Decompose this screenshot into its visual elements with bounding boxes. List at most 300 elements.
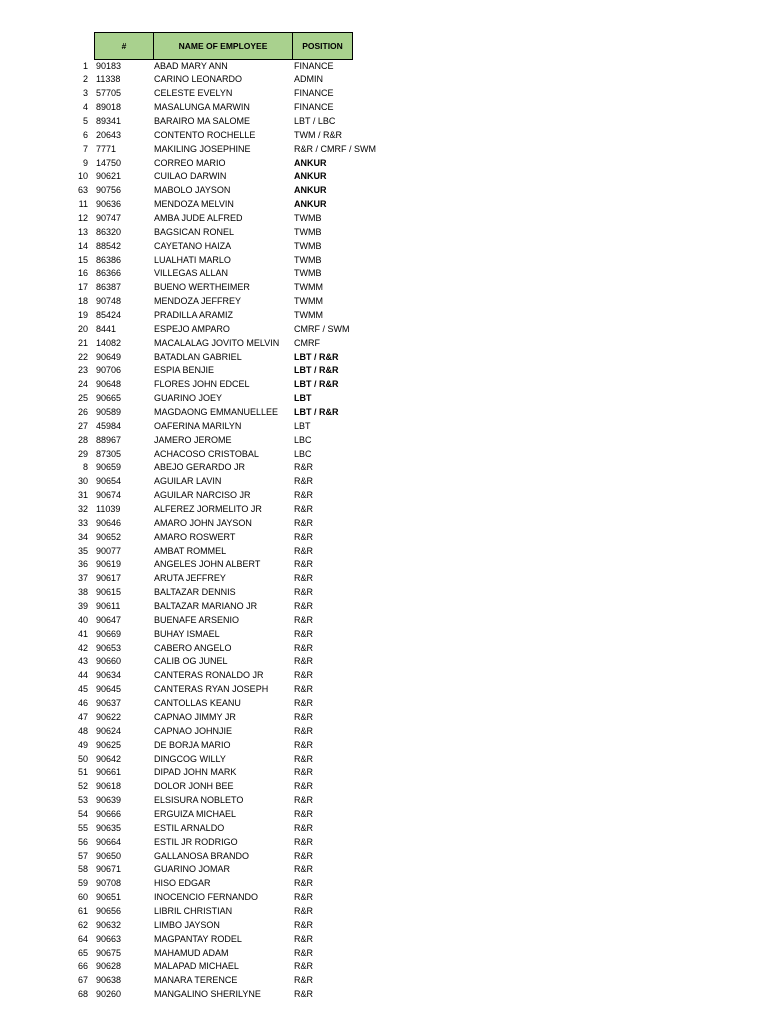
employee-name: MASALUNGA MARWIN: [154, 102, 250, 113]
table-row: [0, 323, 768, 337]
table-row: [0, 586, 768, 600]
table-row: [0, 60, 768, 74]
employee-id: 90664: [96, 836, 122, 847]
employee-id: 90653: [96, 642, 122, 653]
employee-name: ARUTA JEFFREY: [154, 573, 226, 584]
table-row: [0, 683, 768, 697]
employee-name: AMARO ROSWERT: [154, 531, 236, 542]
employee-id: 90636: [96, 199, 122, 210]
row-index: 35: [77, 545, 88, 556]
row-index: 53: [77, 795, 88, 806]
employee-position: R&R / CMRF / SWM: [294, 143, 376, 154]
employee-name: ESTIL JR RODRIGO: [154, 836, 238, 847]
employee-position: TWMM: [294, 296, 323, 307]
row-index: 16: [77, 268, 88, 279]
employee-id: 90624: [96, 725, 122, 736]
row-index: 15: [77, 254, 88, 265]
row-index: 61: [77, 905, 88, 916]
table-row: [0, 766, 768, 780]
row-index: 49: [77, 739, 88, 750]
table-row: [0, 780, 768, 794]
employee-position: R&R: [294, 573, 314, 584]
table-row: [0, 143, 768, 157]
employee-id: 86387: [96, 282, 122, 293]
employee-name: DE BORJA MARIO: [154, 739, 231, 750]
employee-id: 90663: [96, 933, 122, 944]
employee-id: 90656: [96, 905, 122, 916]
row-index: 27: [77, 420, 88, 431]
employee-name: BUENAFE ARSENIO: [154, 614, 240, 625]
employee-name: DINGCOG WILLY: [154, 753, 226, 764]
table-row: [0, 545, 768, 559]
row-index: 62: [77, 919, 88, 930]
table-row: [0, 198, 768, 212]
row-index: 3: [82, 88, 88, 99]
employee-name: BALTAZAR MARIANO JR: [154, 601, 258, 612]
row-index: 54: [77, 808, 88, 819]
table-row: [0, 184, 768, 198]
employee-position: R&R: [294, 476, 314, 487]
employee-position: R&R: [294, 961, 314, 972]
table-row: [0, 725, 768, 739]
row-index: 14: [77, 240, 88, 251]
row-index: 19: [77, 309, 88, 320]
row-index: 63: [77, 185, 88, 196]
employee-name: OAFERINA MARILYN: [154, 420, 242, 431]
employee-name: BAGSICAN RONEL: [154, 226, 235, 237]
table-row: [0, 960, 768, 974]
row-index: 11: [78, 199, 88, 210]
employee-position: TWM / R&R: [294, 129, 342, 140]
table-row: [0, 863, 768, 877]
employee-position: CMRF / SWM: [294, 323, 350, 334]
employee-position: ANKUR: [294, 185, 327, 196]
table-row: [0, 434, 768, 448]
row-index: 8: [82, 462, 88, 473]
employee-name: MENDOZA MELVIN: [154, 199, 234, 210]
row-index: 48: [77, 725, 88, 736]
employee-id: 7771: [96, 143, 117, 154]
employee-position: R&R: [294, 587, 314, 598]
row-index: 64: [77, 933, 88, 944]
employee-name: CELESTE EVELYN: [154, 88, 233, 99]
table-row: [0, 517, 768, 531]
row-index: 34: [77, 531, 88, 542]
row-index: 10: [77, 171, 88, 182]
row-index: 56: [77, 836, 88, 847]
table-row: [0, 364, 768, 378]
table-row: [0, 822, 768, 836]
employee-position: R&R: [294, 725, 314, 736]
row-index: 12: [77, 212, 88, 223]
employee-name: AGUILAR LAVIN: [154, 476, 222, 487]
table-row: [0, 406, 768, 420]
row-index: 5: [82, 115, 88, 126]
employee-name: DIPAD JOHN MARK: [154, 767, 237, 778]
employee-name: JAMERO JEROME: [154, 434, 232, 445]
employee-position: TWMB: [294, 268, 322, 279]
employee-id: 90639: [96, 795, 122, 806]
employee-name: ACHACOSO CRISTOBAL: [154, 448, 259, 459]
employee-position: R&R: [294, 892, 314, 903]
employee-position: CMRF: [294, 337, 320, 348]
table-row: [0, 267, 768, 281]
employee-position: R&R: [294, 989, 314, 1000]
table-row: [0, 392, 768, 406]
table-row: [0, 281, 768, 295]
employee-position: R&R: [294, 517, 314, 528]
employee-name: MALAPAD MICHAEL: [154, 961, 239, 972]
employee-id: 90706: [96, 365, 122, 376]
table-row: [0, 170, 768, 184]
employee-name: CAPNAO JOHNJIE: [154, 725, 233, 736]
table-row: [0, 115, 768, 129]
row-index: 50: [77, 753, 88, 764]
employee-id: 11338: [96, 74, 121, 85]
employee-position: R&R: [294, 656, 314, 667]
employee-position: R&R: [294, 739, 314, 750]
row-index: 36: [77, 559, 88, 570]
row-index: 43: [77, 656, 88, 667]
employee-id: 88542: [96, 240, 122, 251]
table-row: [0, 240, 768, 254]
employee-position: R&R: [294, 767, 314, 778]
table-row: [0, 697, 768, 711]
table-row: [0, 850, 768, 864]
employee-position: R&R: [294, 864, 314, 875]
employee-name: MAGDAONG EMMANUELLEE: [154, 407, 279, 417]
header-name-of-employee: NAME OF EMPLOYEE: [153, 32, 293, 60]
employee-id: 90625: [96, 739, 122, 750]
employee-id: 90260: [96, 989, 122, 1000]
employee-position: TWMM: [294, 309, 323, 320]
employee-name: CAYETANO HAIZA: [154, 240, 232, 251]
table-row: [0, 337, 768, 351]
table-row: [0, 309, 768, 323]
table-row: [0, 891, 768, 905]
employee-position: LBT: [294, 393, 312, 404]
employee-name: LUALHATI MARLO: [154, 254, 231, 265]
table-row: [0, 628, 768, 642]
row-index: 65: [77, 947, 88, 958]
employee-name: CANTERAS RONALDO JR: [154, 670, 264, 681]
table-row: [0, 877, 768, 891]
table-row: [0, 905, 768, 919]
employee-position: LBC: [294, 434, 312, 445]
employee-position: ANKUR: [294, 171, 327, 182]
table-row: [0, 558, 768, 572]
employee-position: R&R: [294, 947, 314, 958]
row-index: 44: [77, 670, 88, 681]
employee-id: 90622: [96, 711, 122, 722]
employee-position: R&R: [294, 933, 314, 944]
employee-position: R&R: [294, 753, 314, 764]
employee-position: R&R: [294, 628, 314, 639]
row-index: 57: [77, 850, 88, 861]
employee-name: HISO EDGAR: [154, 878, 211, 889]
employee-position: R&R: [294, 795, 314, 806]
employee-name: CORREO MARIO: [154, 157, 226, 168]
employee-id: 87305: [96, 448, 122, 459]
employee-position: TWMB: [294, 240, 322, 251]
employee-id: 90077: [96, 545, 122, 556]
employee-id: 57705: [96, 88, 122, 99]
employee-position: R&R: [294, 808, 314, 819]
employee-name: AMBAT ROMMEL: [154, 545, 227, 556]
row-index: 18: [77, 296, 88, 307]
employee-name: ERGUIZA MICHAEL: [154, 808, 237, 819]
employee-id: 11039: [96, 504, 121, 515]
table-row: [0, 448, 768, 462]
employee-id: 90747: [96, 212, 122, 223]
employee-name: AGUILAR NARCISO JR: [154, 490, 251, 501]
row-index: 28: [77, 434, 88, 445]
employee-position: TWMB: [294, 254, 322, 265]
employee-position: LBT / R&R: [294, 379, 339, 390]
table-row: [0, 461, 768, 475]
employee-id: 90638: [96, 975, 122, 986]
table-row: [0, 87, 768, 101]
employee-id: 90661: [96, 767, 122, 778]
row-index: 30: [77, 476, 88, 487]
employee-name: CABERO ANGELO: [154, 642, 232, 653]
table-row: [0, 642, 768, 656]
table-row: [0, 655, 768, 669]
employee-id: 90666: [96, 808, 122, 819]
employee-position: ANKUR: [294, 199, 327, 210]
employee-name: VILLEGAS ALLAN: [154, 268, 229, 279]
employee-id: 90649: [96, 351, 122, 362]
employee-id: 89018: [96, 102, 122, 113]
employee-position: R&R: [294, 878, 314, 889]
employee-position: ANKUR: [294, 157, 327, 168]
table-row: [0, 753, 768, 767]
table-row: [0, 794, 768, 808]
employee-name: INOCENCIO FERNANDO: [154, 892, 259, 903]
employee-name: BUENO WERTHEIMER: [154, 282, 250, 293]
employee-position: R&R: [294, 504, 314, 515]
table-row: [0, 974, 768, 988]
employee-position: R&R: [294, 545, 314, 556]
employee-name: CONTENTO ROCHELLE: [154, 129, 256, 140]
row-index: 21: [77, 337, 88, 348]
employee-id: 90708: [96, 878, 122, 889]
table-row: [0, 129, 768, 143]
employee-name: LIBRIL CHRISTIAN: [154, 905, 233, 916]
row-index: 33: [77, 517, 88, 528]
employee-name: BATADLAN GABRIEL: [154, 351, 242, 362]
table-row: [0, 212, 768, 226]
employee-name: ANGELES JOHN ALBERT: [154, 559, 261, 570]
header-number: #: [94, 32, 154, 60]
table-row: [0, 503, 768, 517]
employee-position: LBT / R&R: [294, 407, 339, 417]
table-row: [0, 600, 768, 614]
employee-position: R&R: [294, 850, 314, 861]
table-row: [0, 711, 768, 725]
employee-position: LBT: [294, 420, 311, 431]
employee-position: R&R: [294, 601, 314, 612]
employee-position: R&R: [294, 711, 314, 722]
employee-id: 20643: [96, 129, 122, 140]
employee-name: ESPEJO AMPARO: [154, 323, 230, 334]
row-index: 51: [77, 767, 88, 778]
table-row: [0, 295, 768, 309]
employee-name: MAKILING JOSEPHINE: [154, 143, 251, 154]
employee-name: MANGALINO SHERILYNE: [154, 989, 261, 1000]
employee-name: MENDOZA JEFFREY: [154, 296, 242, 307]
employee-position: R&R: [294, 919, 314, 930]
employee-id: 90675: [96, 947, 122, 958]
employee-name: ALFEREZ JORMELITO JR: [154, 504, 262, 515]
row-index: 7: [82, 143, 88, 154]
row-index: 47: [77, 711, 88, 722]
employee-position: R&R: [294, 614, 314, 625]
employee-position: LBT / R&R: [294, 365, 339, 376]
employee-id: 90632: [96, 919, 122, 930]
employee-position: ADMIN: [294, 74, 323, 85]
table-row: [0, 531, 768, 545]
employee-name: CANTERAS RYAN JOSEPH: [154, 684, 269, 695]
employee-name: GUARINO JOMAR: [154, 864, 231, 875]
employee-name: MACALALAG JOVITO MELVIN: [154, 337, 280, 348]
employee-id: 45984: [96, 420, 122, 431]
row-index: 52: [77, 781, 88, 792]
employee-name: GALLANOSA BRANDO: [154, 850, 250, 861]
row-index: 13: [77, 226, 88, 237]
employee-position: R&R: [294, 531, 314, 542]
employee-name: PRADILLA ARAMIZ: [154, 309, 234, 320]
employee-id: 90756: [96, 185, 122, 196]
employee-id: 14082: [96, 337, 122, 348]
row-index: 6: [82, 129, 88, 140]
employee-name: MAGPANTAY RODEL: [154, 933, 242, 944]
table-row: [0, 614, 768, 628]
employee-name: DOLOR JONH BEE: [154, 781, 234, 792]
employee-id: 90748: [96, 296, 122, 307]
employee-id: 90621: [96, 171, 122, 182]
employee-name: BARAIRO MA SALOME: [154, 115, 251, 126]
employee-id: 90651: [96, 892, 122, 903]
table-row: [0, 933, 768, 947]
employee-position: R&R: [294, 642, 314, 653]
employee-id: 90650: [96, 850, 122, 861]
header-position: POSITION: [292, 32, 353, 60]
employee-id: 14750: [96, 157, 122, 168]
row-index: 46: [77, 698, 88, 709]
table-row: [0, 420, 768, 434]
employee-id: 90642: [96, 753, 122, 764]
employee-name: MANARA TERENCE: [154, 975, 238, 986]
row-index: 32: [77, 504, 88, 515]
row-index: 55: [77, 822, 88, 833]
table-row: [0, 489, 768, 503]
employee-id: 90665: [96, 393, 122, 404]
employee-id: 90183: [96, 60, 122, 71]
table-row: [0, 378, 768, 392]
row-index: 31: [77, 490, 88, 501]
employee-position: R&R: [294, 975, 314, 986]
employee-position: FINANCE: [294, 88, 334, 99]
employee-name: ELSISURA NOBLETO: [154, 795, 244, 806]
employee-id: 90618: [96, 781, 122, 792]
employee-id: 86366: [96, 268, 122, 279]
employee-name: LIMBO JAYSON: [154, 919, 220, 930]
employee-name: CARINO LEONARDO: [154, 74, 243, 85]
row-index: 2: [82, 74, 88, 85]
employee-name: FLORES JOHN EDCEL: [154, 379, 250, 390]
employee-id: 90646: [96, 517, 122, 528]
employee-id: 90617: [96, 573, 122, 584]
row-index: 24: [77, 379, 88, 390]
table-row: [0, 101, 768, 115]
employee-id: 90660: [96, 656, 122, 667]
table-row: [0, 254, 768, 268]
employee-id: 86320: [96, 226, 122, 237]
employee-name: GUARINO JOEY: [154, 393, 223, 404]
row-index: 67: [77, 975, 88, 986]
employee-id: 90659: [96, 462, 122, 473]
employee-name: MAHAMUD ADAM: [154, 947, 229, 958]
employee-id: 8441: [96, 323, 117, 334]
employee-position: R&R: [294, 781, 314, 792]
row-index: 39: [77, 601, 88, 612]
employee-id: 90647: [96, 614, 122, 625]
table-row: [0, 157, 768, 171]
row-index: 58: [77, 864, 88, 875]
row-index: 17: [77, 282, 88, 293]
employee-id: 90619: [96, 559, 122, 570]
employee-id: 90648: [96, 379, 122, 390]
employee-id: 90671: [96, 864, 122, 875]
employee-position: FINANCE: [294, 102, 334, 113]
employee-position: TWMB: [294, 226, 322, 237]
table-row: [0, 808, 768, 822]
employee-name: ESPIA BENJIE: [154, 365, 215, 376]
employee-position: LBC: [294, 448, 312, 459]
row-index: 22: [77, 351, 88, 362]
row-index: 20: [77, 323, 88, 334]
row-index: 23: [77, 365, 88, 376]
employee-name: CUILAO DARWIN: [154, 171, 227, 182]
employee-name: ESTIL ARNALDO: [154, 822, 225, 833]
employee-name: CALIB OG JUNEL: [154, 656, 228, 667]
employee-id: 90615: [96, 587, 122, 598]
table-row: [0, 226, 768, 240]
row-index: 66: [77, 961, 88, 972]
employee-position: LBT / R&R: [294, 351, 339, 362]
employee-position: R&R: [294, 559, 314, 570]
employee-id: 86386: [96, 254, 122, 265]
employee-name: ABEJO GERARDO JR: [154, 462, 246, 473]
row-index: 4: [82, 102, 88, 113]
table-row: [0, 475, 768, 489]
row-index: 40: [77, 614, 88, 625]
employee-id: 89341: [96, 115, 122, 126]
table-row: [0, 739, 768, 753]
employee-name: BUHAY ISMAEL: [154, 628, 220, 639]
table-row: [0, 988, 768, 1002]
employee-position: R&R: [294, 905, 314, 916]
employee-name: MABOLO JAYSON: [154, 185, 231, 196]
employee-id: 90611: [96, 601, 121, 612]
employee-id: 90637: [96, 698, 122, 709]
employee-position: R&R: [294, 684, 314, 695]
row-index: 26: [77, 407, 88, 417]
employee-position: TWMM: [294, 282, 323, 293]
employee-id: 90634: [96, 670, 122, 681]
employee-position: LBT / LBC: [294, 115, 336, 126]
